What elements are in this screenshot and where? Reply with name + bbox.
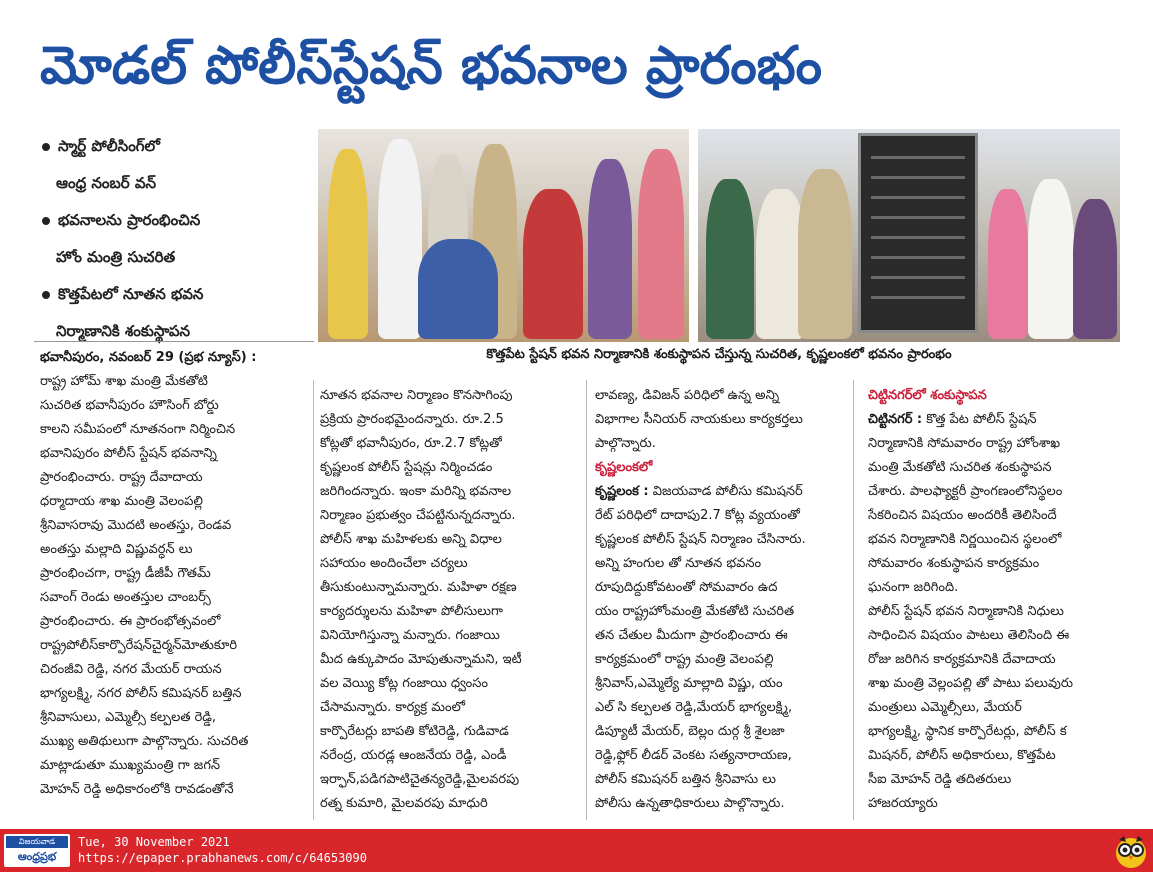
article-text-line: మిషనర్, పోలీస్ అధికారులు, కొత్తపేట [868, 748, 1056, 763]
bullet-text: ఆంధ్ర నంబర్ వన్ [56, 174, 157, 192]
article-text-line: యం రాష్ట్రహోంమంత్రి మేకతోటి సుచరిత [595, 604, 795, 619]
article-text-line: తీసుకుంటున్నామన్నారు. మహిళా రక్షణ [320, 580, 517, 595]
article-text-line [868, 408, 1130, 432]
article-text-line: రూపుదిద్దుకోవటంతో సోమవారం ఉద [595, 580, 778, 595]
article-column-1 [40, 346, 308, 824]
article-text-line: మాట్లాడుతూ ముఖ్యమంత్రి గా జగన్ [40, 758, 221, 773]
section-subhead: కృష్ణలంకలో [595, 460, 653, 475]
article-text-line: నరేంద్ర, యరడ్ల ఆంజనేయ రెడ్డి, ఎండీ [320, 748, 507, 763]
article-text-line: కృష్ణలంక పోలీస్ స్టేషన్ నిర్మాణం చేసినారు. [595, 532, 806, 547]
article-text-line: డిప్యూటీ మేయర్, బెల్లం దుర్గ శ్రీ శైలజా [595, 724, 785, 739]
photo-inauguration-ritual [318, 129, 689, 342]
article-text-line: భవన నిర్మాణానికి నిర్ణయించిన స్థలంలో [868, 532, 1062, 547]
article-column-4 [868, 384, 1130, 824]
article-text-line: లావణ్య, డివిజన్ పరిధిలో ఉన్న అన్ని [595, 388, 780, 403]
article-text-line: రోజు జరిగిన కార్యక్రమానికి దేవాదాయ [868, 652, 1056, 667]
bullet-text: కొత్తపేటలో నూతన భవన [58, 285, 204, 303]
article-text-line: కార్పొరేటర్లు బాపతి కోటిరెడ్డి, గుడివాడ [320, 724, 509, 739]
article-text-line: విభాగాల సీనియర్ నాయకులు కార్యకర్తలు [595, 412, 803, 427]
article-text-line: చేశారు. పాలఫ్యాక్టరీ ప్రాంగణంలోనిస్థలం [868, 484, 1063, 499]
article-text-line: ధర్మాదాయ శాఖ మంత్రి వెలంపల్లి [40, 494, 203, 509]
footer-date: Tue, 30 November 2021 [78, 835, 230, 849]
article-text-line: ముఖ్య అతిథులుగా పాల్గొన్నారు. సుచరిత [40, 734, 249, 749]
article-text-line: కోట్లతో భవానీపురం, రూ.2.7 కోట్లతో [320, 436, 502, 451]
article-text-line: రాష్ట్ర హోమ్ శాఖ మంత్రి మేకతోటి [40, 374, 208, 389]
article-text-line: శ్రీనివాసులు, ఎమ్మెల్సీ కల్పలత రెడ్డి, [40, 710, 217, 725]
bullets-divider [34, 341, 314, 342]
article-text-line: శ్రీనివాసరావు మొదటి అంతస్తు, రెండవ [40, 518, 232, 533]
article-text-line: సాధించిన విషయం పాటలు తెలిసింది ఈ [868, 628, 1070, 643]
section-lead: చిట్టినగర్ : [868, 412, 923, 427]
article-text-line: కృష్ణలంక పోలీస్ స్టేషన్లు నిర్మించడం [320, 460, 493, 475]
article-text-line: కార్యదర్శులను మహిళా పోలీసులుగా [320, 604, 503, 619]
article-text-line: అన్ని హంగుల తో నూతన భవనం [595, 556, 762, 571]
article-text-line: ప్రక్రియ ప్రారంభమైందన్నారు. రూ.2.5 [320, 412, 504, 427]
highlight-bullets [42, 128, 312, 350]
article-text-line: ఇర్ఫాన్,పడిగపాటిచైతన్యరెడ్డి,మైలవరపు [320, 772, 520, 787]
article-text-line: రాష్ట్రపోలీస్‌కార్పొరేషన్‌చైర్మన్‌మోతుకూరి [40, 638, 238, 653]
bullet-line [42, 128, 312, 165]
article-text-line: హాజరయ్యారు [868, 796, 938, 811]
publication-logo [4, 834, 70, 867]
bullet-line [42, 313, 312, 350]
top-edge-strip [0, 0, 1153, 8]
section-lead: కృష్ణలంక : [595, 484, 649, 499]
article-text-line: అంతస్తు మల్లాది విష్ణువర్ధన్ లు [40, 542, 193, 557]
article-text-line: పోలీసు ఉన్నతాధికారులు పాల్గొన్నారు. [595, 796, 785, 811]
article-text-line: మంత్రి మేకతోటి సుచరిత శంకుస్థాపన [868, 460, 1052, 475]
article-text-line: భాగ్యలక్ష్మి, నగర పోలీస్ కమిషనర్ బత్తిన [40, 686, 242, 701]
article-text-line: మోహన్ రెడ్డి అధికారంలోకి రావడంతోనే [40, 782, 234, 797]
article-text-line: ఎల్ సి కల్పలత రెడ్డి,మేయర్ భాగ్యలక్ష్మి, [595, 700, 793, 715]
bullet-line [42, 239, 312, 276]
logo-masthead-text: ఆంధ్రప్రభ [17, 850, 57, 863]
article-text-line: రెడ్డి,ఫ్లోర్ లీడర్ వెంకట సత్యనారాయణ, [595, 748, 792, 763]
article-column-2 [320, 384, 580, 824]
article-text-line: ప్రారంభించారు. ఈ ప్రారంభోత్సవంలో [40, 614, 221, 629]
bullet-dot-icon [42, 291, 50, 299]
article-text-line: సహాయం అందించేలా చర్యలు [320, 556, 468, 571]
bullet-text: నిర్మాణానికి శంకుస్థాపన [56, 322, 191, 340]
column-divider [853, 380, 854, 820]
article-text-line: సేకరించిన విషయం అందరికీ తెలిసిందే [868, 508, 1057, 523]
article-text-line: సీఐ మోహన్ రెడ్డి తదితరులు [868, 772, 1012, 787]
article-text-line: ప్రారంభించగా, రాష్ట్ర డీజీపీ గౌతమ్ [40, 566, 211, 581]
page-headline: మోడల్ పోలీస్‌స్టేషన్ భవనాల ప్రారంభం [40, 36, 823, 96]
article-text-line: ఘనంగా జరిగింది. [868, 580, 959, 595]
article-text-line: తన చేతుల మీదుగా ప్రారంభించారు ఈ [595, 628, 788, 643]
article-text-line: ప్రారంభించారు. రాష్ట్ర దేవాదాయ [40, 470, 203, 485]
bullet-text: హోం మంత్రి సుచరిత [56, 248, 176, 266]
article-text-line: వినియోగిస్తున్నా మన్నారు. గంజాయి [320, 628, 500, 643]
article-text-fragment: కొత్త పేట పోలీస్ స్టేషన్ [926, 412, 1037, 427]
column-divider [586, 380, 587, 820]
photo-foundation-plaque [698, 129, 1120, 342]
bullet-text: భవనాలను ప్రారంభించిన [58, 211, 201, 229]
article-text-fragment: విజయవాడ పోలీసు కమిషనర్ [652, 484, 803, 499]
article-text-line: వల వెయ్యి కోట్ల గంజాయి ధ్వంసం [320, 676, 488, 691]
column-divider [313, 380, 314, 820]
article-text-line: కార్యక్రమంలో రాష్ట్ర మంత్రి వెలంపల్లి [595, 652, 774, 667]
bullet-line [42, 165, 312, 202]
article-text-line: పోలీస్ కమిషనర్ బత్తిన శ్రీనివాసు లు [595, 772, 776, 787]
foundation-plaque [858, 133, 978, 333]
article-text-line: సవాంగ్ రెండు అంతస్తుల చాంబర్స్ [40, 590, 211, 605]
article-text-line: నిర్మాణం ప్రభుత్వం చేపట్టినున్నదన్నారు. [320, 508, 516, 523]
article-text-line: మీద ఉక్కుపాదం మోపుతున్నామని, ఇటీ [320, 652, 522, 667]
article-text-line: పాల్గొన్నారు. [595, 436, 656, 451]
bullet-dot-icon [42, 143, 50, 151]
section-subhead: చిట్టినగర్‌లో శంకుస్థాపన [868, 388, 987, 403]
article-text-line: పోలీస్ శాఖ మహిళలకు అన్ని విధాల [320, 532, 502, 547]
article-text-line [595, 480, 847, 504]
epaper-footer [0, 829, 1153, 872]
photo-caption: కొత్తపేట స్టేషన్ భవన నిర్మాణానికి శంకుస్థాపన చేస్తున్న సుచరిత, కృష్ణలంకలో భవనం ప్రారంభం [486, 347, 952, 362]
bullet-text: స్మార్ట్ పోలీసింగ్‌లో [58, 137, 160, 155]
article-text-line: మంత్రులు ఎమ్మెల్సీలు, మేయర్ [868, 700, 1022, 715]
article-text-line: చేసామన్నారు. కార్యక్ర మంలో [320, 700, 465, 715]
article-text-line: భాగ్యలక్ష్మి, స్థానిక కార్పొరేటర్లు, పోలీస్ క [868, 724, 1067, 739]
article-dateline: భవానీపురం, నవంబర్ 29 (ప్రభ న్యూస్) : [40, 350, 257, 365]
article-text-line: నిర్మాణానికి సోమవారం రాష్ట్ర హోంశాఖ [868, 436, 1061, 451]
footer-url[interactable]: https://epaper.prabhanews.com/c/64653090 [78, 851, 367, 865]
bullet-line [42, 202, 312, 239]
article-text-line: పోలీస్ స్టేషన్ భవన నిర్మాణానికి నిధులు [868, 604, 1064, 619]
article-text-line: శ్రీనివాస్,ఎమ్మెల్యే మాల్లాది విష్ణు, యం [595, 676, 783, 691]
owl-icon [1114, 833, 1148, 869]
article-text-line: రేట్ పరిధిలో దాదాపు2.7 కోట్ల వ్యయంతో [595, 508, 800, 523]
article-text-line: జరిగిందన్నారు. ఇంకా మరిన్ని భవనాల [320, 484, 512, 499]
bullet-line [42, 276, 312, 313]
article-text-line: సోమవారం శంకుస్థాపన కార్యక్రమం [868, 556, 1040, 571]
logo-edition-text: విజయవాడ [6, 836, 68, 848]
bullet-dot-icon [42, 217, 50, 225]
article-text-line: కాలని సమీపంలో నూతనంగా నిర్మించిన [40, 422, 236, 437]
article-text-line: సుచరిత భవానీపురం హౌసింగ్ బోర్డు [40, 398, 219, 413]
article-text-line: నూతన భవనాల నిర్మాణం కొనసాగింపు [320, 388, 513, 403]
article-text-line: శాఖ మంత్రి వెల్లంపల్లి తో పాటు పలువురు [868, 676, 1074, 691]
article-column-3 [595, 384, 847, 824]
article-text-line: చిరంజీవి రెడ్డి, నగర మేయర్ రాయన [40, 662, 222, 677]
article-text-line: భవానిపురం పోలీస్ స్టేషన్ భవనాన్ని [40, 446, 217, 461]
article-text-line: రత్న కుమారి, మైలవరపు మాధురి [320, 796, 488, 811]
